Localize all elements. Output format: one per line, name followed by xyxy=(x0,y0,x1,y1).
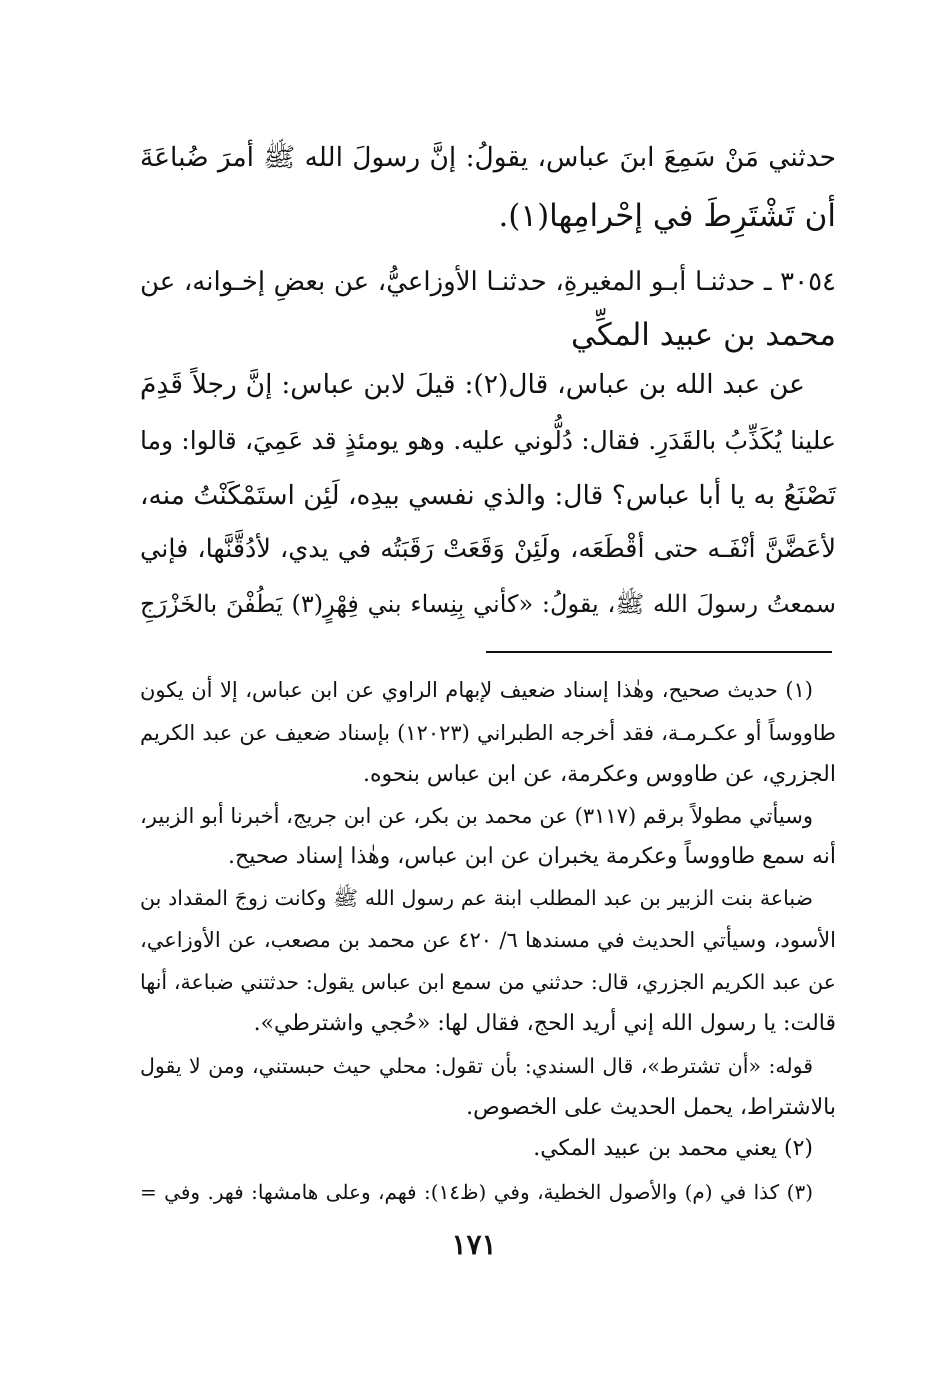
main-line: علينا يُكَذِّبُ بالقَدَرِ. فقال: دُلُّوني عليه. وهو يومئذٍ قد عَمِيَ، قالوا: وما xyxy=(140,426,836,455)
page-number: ١٧١ xyxy=(451,1228,497,1261)
footnote-2: (٢) يعني محمد بن عبيد المكي. xyxy=(533,1136,813,1161)
main-line: عن عبد الله بن عباس، قال(٢): قيلَ لابن عباس: إنَّ رجلاً قَدِمَ xyxy=(140,369,805,400)
footnote-line: الجزري، عن طاووس وعكرمة، عن ابن عباس بنحوه. xyxy=(363,762,836,787)
footnote-line: بالاشتراط، يحمل الحديث على الخصوص. xyxy=(466,1095,836,1120)
main-line: حدثني مَنْ سَمِعَ ابنَ عباس، يقولُ: إنَّ رسولَ الله ﷺ أمرَ ضُباعَةَ xyxy=(140,142,836,173)
footnote-line: قوله: «أن تشترط»، قال السندي: بأن تقول: محلي حيث حبستني، ومن لا يقول xyxy=(140,1054,813,1078)
footnote-line: أنه سمع طاووساً وعكرمة يخبران عن ابن عباس، وهٰذا إسناد صحيح. xyxy=(228,844,836,869)
footnote-1: (١) حديث صحيح، وهٰذا إسناد ضعيف لإبهام الراوي عن ابن عباس، إلا أن يكون xyxy=(140,678,813,702)
main-line: لأعَضَّنَّ أنْفَـه حتى أقْطَعَه، ولَئِنْ وَقَعَتْ رَقَبَتُه في يدي، لأدُقَّنَّها، فإني xyxy=(140,534,836,564)
footnote-separator xyxy=(486,651,832,653)
main-line: أن تَشْتَرِطَ في إحْرامِها(١). xyxy=(498,198,836,234)
footnote-line: ضباعة بنت الزبير بن عبد المطلب ابنة عم رسول الله ﷺ وكانت زوجَ المقداد بن xyxy=(140,886,813,910)
footnote-line: وسيأتي مطولاً برقم (٣١١٧) عن محمد بن بكر، عن ابن جريج، أخبرنا أبو الزبير، xyxy=(140,804,814,828)
hadith-number-line: ٣٠٥٤ ـ حدثنـا أبـو المغيرةِ، حدثنـا الأوزاعيُّ، عن بعضِ إخـوانه، عن xyxy=(140,267,836,297)
footnote-line: طاووساً أو عكـرمـة، فقد أخرجه الطبراني (١٢٠٢٣) بإسناد ضعيف عن عبد الكريم xyxy=(140,721,836,745)
footnote-line: عن عبد الكريم الجزري، قال: حدثني من سمع ابن عباس يقول: حدثتني ضباعة، أنها xyxy=(140,970,836,994)
footnote-3: (٣) كذا في (م) والأصول الخطية، وفي (ظ١٤): فهم، وعلى هامشها: فهر. وفي = xyxy=(140,1180,813,1204)
main-line: محمد بن عبيد المكِّي xyxy=(570,317,836,353)
main-line: تَصْنَعُ به يا أبا عباس؟ قال: والذي نفسي بيدِه، لَئِن استَمْكَنْتُ منه، xyxy=(139,480,836,511)
main-line: سمعتُ رسولَ الله ﷺ، يقولُ: «كأني بِنِساء بني فِهْرٍ(٣) يَطُفْنَ بالخَزْرَجِ xyxy=(140,590,836,618)
footnote-line: قالت: يا رسول الله إني أريد الحج، فقال لها: «حُجي واشترطي». xyxy=(253,1011,836,1036)
footnote-line: الأسود، وسيأتي الحديث في مسندها ٦/ ٤٢٠ عن محمد بن مصعب، عن الأوزاعي، xyxy=(140,928,836,952)
